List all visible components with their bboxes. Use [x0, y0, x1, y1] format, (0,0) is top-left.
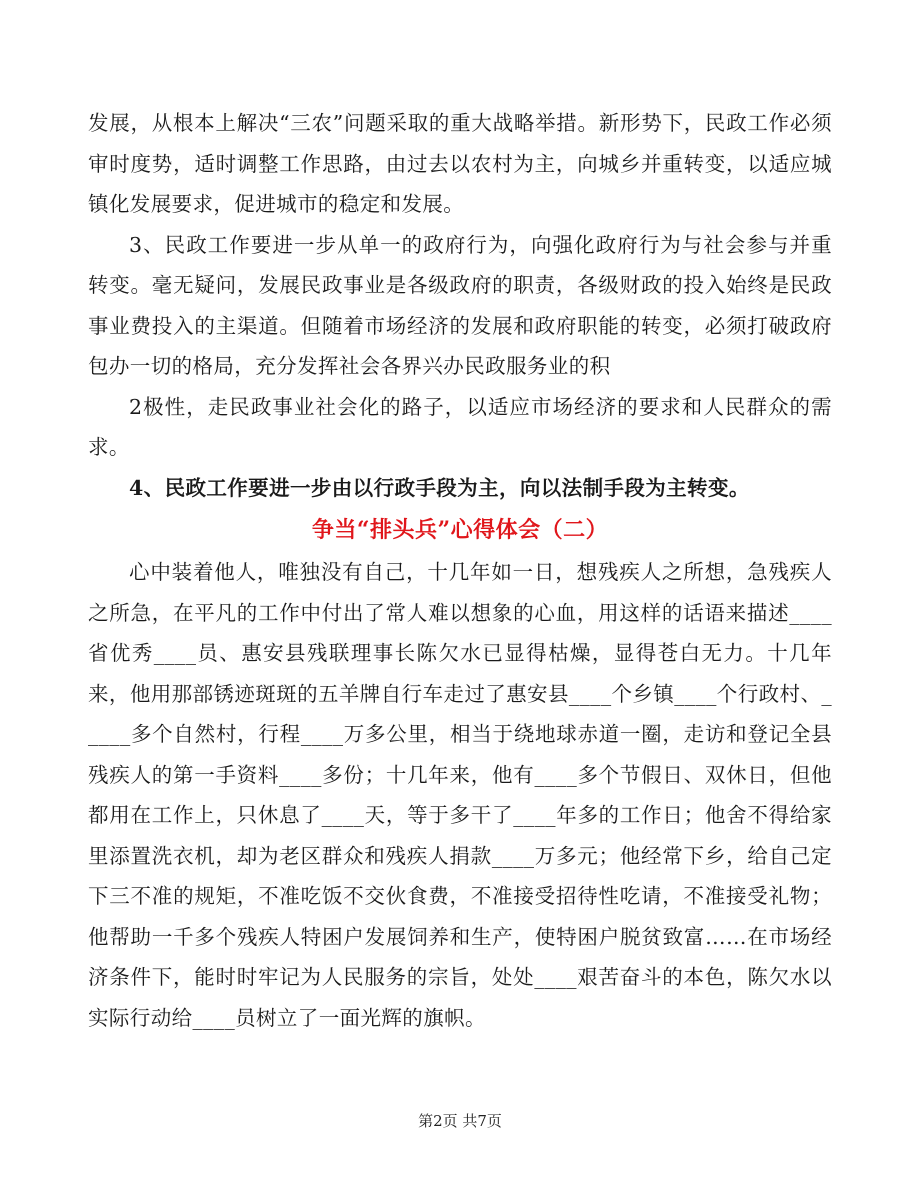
document-body [88, 103, 832, 1038]
paragraph-1: 发展，从根本上解决“三农”问题采取的重大战略举措。新形势下，民政工作必须审时度势，适时调整工作思路，由过去以农村为主，向城乡并重转变，以适应城镇化发展要求，促进城市的稳定和发展。 [88, 111, 832, 216]
paragraph-3: 2极性，走民政事业社会化的路子，以适应市场经济的要求和人民群众的需求。 [88, 394, 832, 459]
paragraph-2: 3、民政工作要进一步从单一的政府行为，向强化政府行为与社会参与并重转变。毫无疑问，发展民政事业是各级政府的职责，各级财政的投入始终是民政事业费投入的主渠道。但随着市场经济的发展和政府职能的转变，必须打破政府包办一切的格局，充分发挥社会各界兴办民政服务业的积 [88, 232, 832, 378]
paragraph-5: 心中装着他人，唯独没有自己，十几年如一日，想残疾人之所想，急残疾人之所急，在平凡的工作中付出了常人难以想象的心血，用这样的话语来描述____省优秀____员、惠安县残联理事长陈欠水已显得枯燥，显得苍白无力。十几年来，他用那部锈迹斑斑的五羊牌自行车走过了惠安县____个乡镇____个行政村、_____多个自然村，行程____万多公里，相当于绕地球赤道一圈，走访和登记全县残疾人的第一手资料____多份；十几年来，他有____多个节假日、双休日，但他都用在工作上，只休息了____天，等于多干了____年多的工作日；他舍不得给家里添置洗衣机，却为老区群众和残疾人捐款____万多元；他经常下乡，给自己定下三不准的规矩，不准吃饭不交伙食费，不准接受招待性吃请，不准接受礼物；他帮助一千多个残疾人特困户发展饲养和生产，使特困户脱贫致富……在市场经济条件下，能时时牢记为人民服务的宗旨，处处____艰苦奋斗的本色，陈欠水以实际行动给____员树立了一面光辉的旗帜。 [88, 560, 832, 1030]
section-heading: 争当“排头兵”心得体会（二） [311, 517, 609, 543]
paragraph-4: 4、民政工作要进一步由以行政手段为主，向以法制手段为主转变。 [129, 475, 750, 500]
page-number-footer: 第2页 共7页 [418, 1112, 502, 1130]
